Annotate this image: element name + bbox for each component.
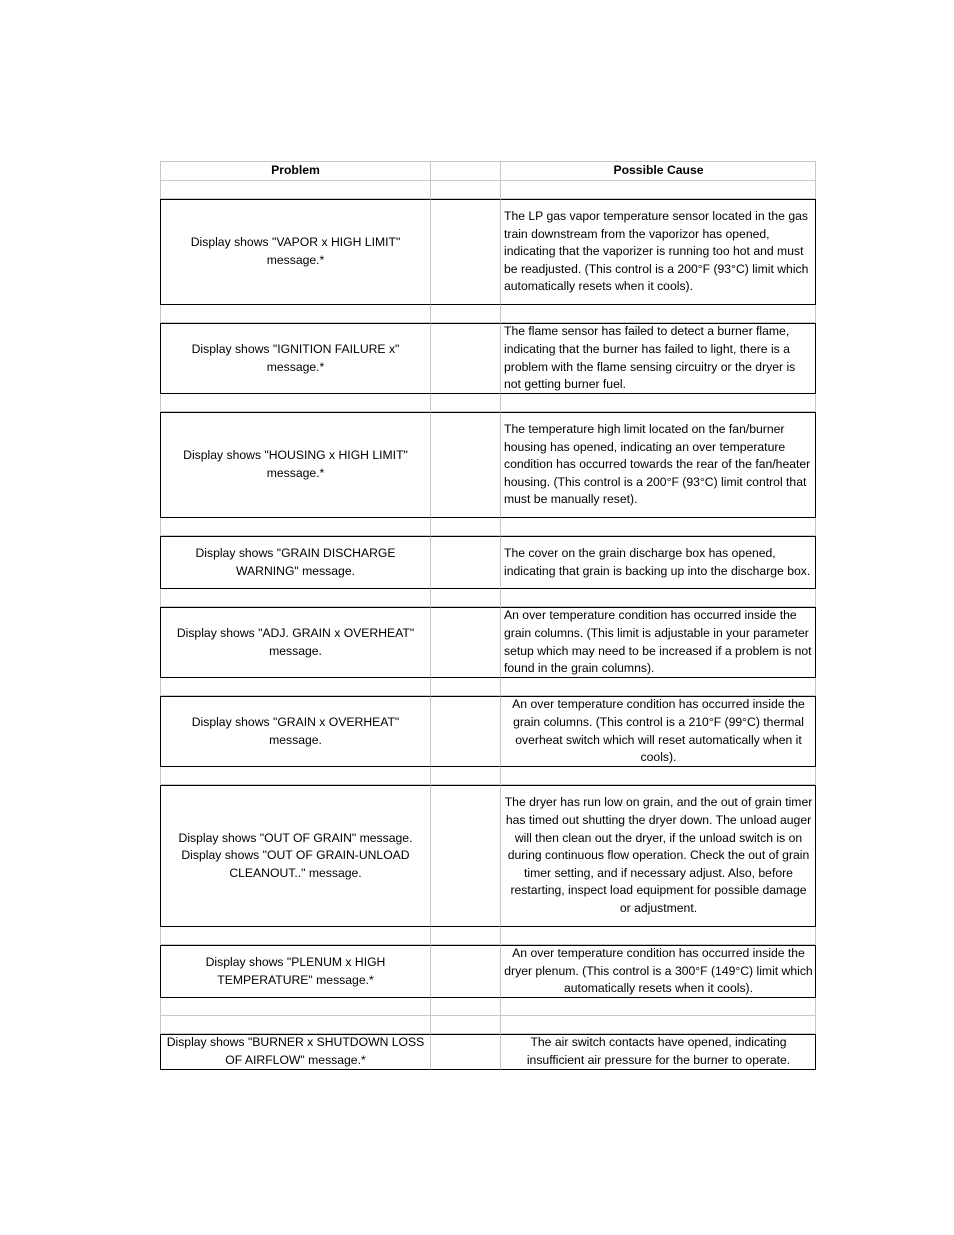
blank-cell — [431, 536, 501, 589]
problem-cell: Display shows "IGNITION FAILURE x" message.* — [160, 323, 431, 394]
troubleshooting-table — [160, 161, 816, 1070]
blank-cell — [431, 785, 501, 927]
blank-cell — [431, 412, 501, 518]
table-row — [160, 607, 816, 678]
problem-cell: Display shows "HOUSING x HIGH LIMIT" message.* — [160, 412, 431, 518]
problem-cell: Display shows "ADJ. GRAIN x OVERHEAT" message. — [160, 607, 431, 678]
blank-cell — [431, 199, 501, 305]
cause-cell: The flame sensor has failed to detect a burner flame, indicating that the burner has failed to light, there is a problem with the flame sensing circuitry or the dryer is not getting burner fuel. — [501, 323, 816, 394]
problem-header: Problem — [160, 161, 431, 181]
blank-cell — [431, 1034, 501, 1070]
spacer-row — [160, 1016, 816, 1034]
cause-cell: An over temperature condition has occurred inside the grain columns. (This control is a 210°F (99°C) thermal overheat switch which will reset automatically when it cools). — [501, 696, 816, 767]
blank-cell — [431, 323, 501, 394]
spacer-row — [160, 678, 816, 696]
problem-cell: Display shows "BURNER x SHUTDOWN LOSS OF AIRFLOW" message.* — [160, 1034, 431, 1070]
blank-cell — [431, 945, 501, 998]
blank-cell — [431, 696, 501, 767]
spacer-row — [160, 589, 816, 607]
problem-cell: Display shows "OUT OF GRAIN" message. Display shows "OUT OF GRAIN-UNLOAD CLEANOUT.." message. — [160, 785, 431, 927]
spacer-row — [160, 767, 816, 785]
table-row — [160, 536, 816, 589]
table-row — [160, 199, 816, 305]
cause-cell: The air switch contacts have opened, indicating insufficient air pressure for the burner to operate. — [501, 1034, 816, 1070]
spacer-row — [160, 998, 816, 1016]
table-row — [160, 412, 816, 518]
spacer-row — [160, 927, 816, 945]
cause-cell: An over temperature condition has occurred inside the dryer plenum. (This control is a 300°F (149°C) limit which automatically resets when it cools). — [501, 945, 816, 998]
table-row — [160, 1034, 816, 1070]
problem-cell: Display shows "GRAIN DISCHARGE WARNING" message. — [160, 536, 431, 589]
table-row — [160, 696, 816, 767]
table-row — [160, 323, 816, 394]
possible-cause-header: Possible Cause — [501, 161, 816, 181]
problem-cell: Display shows "PLENUM x HIGH TEMPERATURE" message.* — [160, 945, 431, 998]
blank-header — [431, 161, 501, 181]
problem-cell: Display shows "GRAIN x OVERHEAT" message. — [160, 696, 431, 767]
table-row — [160, 945, 816, 998]
table-header-row — [160, 161, 816, 181]
spacer-row — [160, 305, 816, 323]
cause-cell: The LP gas vapor temperature sensor located in the gas train downstream from the vaporizor has opened, indicating that the vaporizer is running too hot and must be readjusted. (This control is a 200°F (93°C) limit which automatically resets when it cools). — [501, 199, 816, 305]
table-row — [160, 785, 816, 927]
cause-cell: The cover on the grain discharge box has opened, indicating that grain is backing up into the discharge box. — [501, 536, 816, 589]
problem-cell: Display shows "VAPOR x HIGH LIMIT" message.* — [160, 199, 431, 305]
spacer-row — [160, 518, 816, 536]
cause-cell: The dryer has run low on grain, and the out of grain timer has timed out shutting the dryer down. The unload auger will then clean out the dryer, if the unload switch is on during continuous flow operation. Check the out of grain timer setting, and if necessary adjust. Also, before restarting, inspect load equipment for possible damage or adjustment. — [501, 785, 816, 927]
blank-cell — [431, 607, 501, 678]
cause-cell: An over temperature condition has occurred inside the grain columns. (This limit is adjustable in your parameter setup which may need to be increased if a problem is not found in the grain columns). — [501, 607, 816, 678]
spacer-row — [160, 394, 816, 412]
cause-cell: The temperature high limit located on the fan/burner housing has opened, indicating an over temperature condition has occurred towards the rear of the fan/heater housing. (This control is a 200°F (93°C) limit control that must be manually reset). — [501, 412, 816, 518]
spacer-row — [160, 181, 816, 199]
